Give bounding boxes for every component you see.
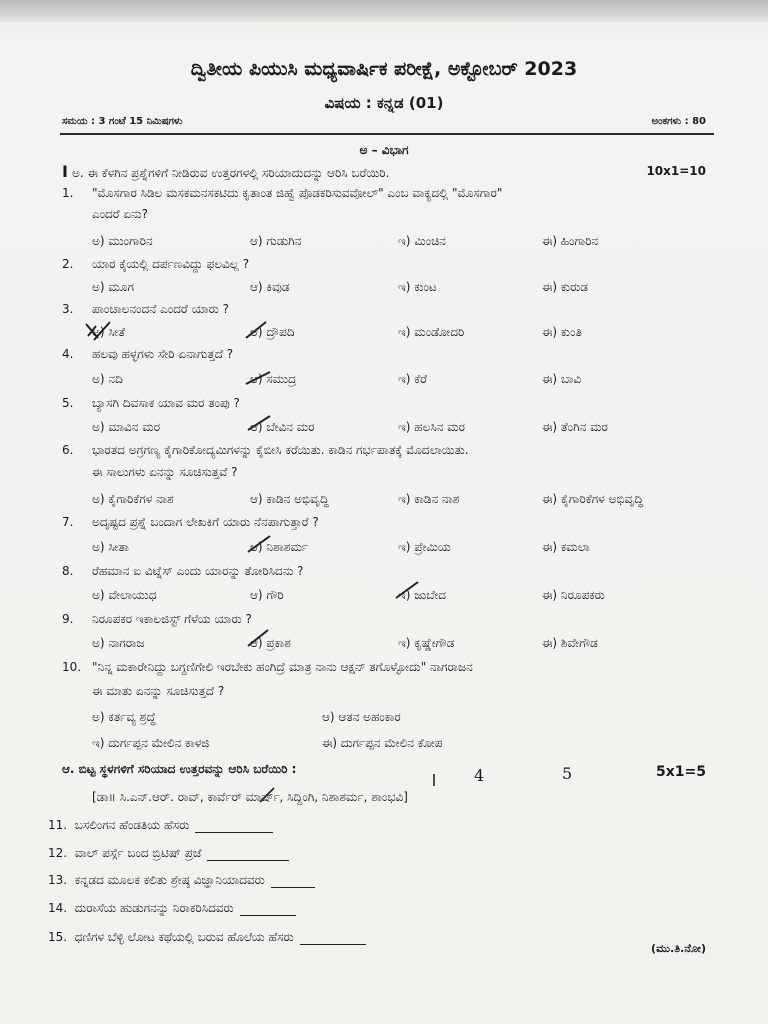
- fill-question: ವಾಲ್ ಪರ್ಸ್ಗೆ ಬಂದ ಬ್ರಿಟಿಷ್ ಪ್ರಜೆ: [74, 846, 202, 860]
- option-a: ಅ) ಸೀತಾ: [92, 540, 129, 554]
- question-text: ಪಾಂಚಾಲನಂದನೆ ಎಂದರೆ ಯಾರು ?: [92, 302, 230, 316]
- fill-number: 11.: [48, 818, 68, 832]
- question-text: ನಿರೂಪಕರ ಇಕಾಲಜಿಸ್ಟ್ ಗೆಳೆಯ ಯಾರು ?: [92, 612, 252, 626]
- option-c: ಇ) ಕುಂಟ: [398, 280, 437, 294]
- option-c: ಇ) ಜುಬೇದ: [398, 588, 447, 602]
- question-number: 3.: [62, 302, 74, 316]
- fill-number: 13.: [48, 873, 68, 887]
- question-text: ಬ್ಯಾಸಗಿ ದಿವಸಾಕ ಯಾವ ಮರ ತಂಪು ?: [92, 396, 240, 410]
- roman-numeral: I: [62, 162, 68, 181]
- question-text: ಅದೃಷ್ಟದ ಪ್ರಶ್ನೆ ಬಂದಾಗ ಲೇಖಕಿಗೆ ಯಾರು ನೆನಪಾಗುತ್ತಾರೆ ?: [92, 515, 319, 529]
- option-a: ಅ) ಸೀತೆ: [92, 325, 126, 339]
- answer-blank[interactable]: [271, 887, 315, 888]
- question-text: ಹಲವು ಹಳ್ಳಗಳು ಸೇರಿ ಏನಾಗುತ್ತದೆ ?: [92, 347, 234, 361]
- question-text-cont: ಈ ಸಾಲುಗಳು ಏನನ್ನು ಸೂಚಿಸುತ್ತವೆ ?: [92, 465, 238, 479]
- option-d: ಈ) ಕುಂತಿ: [542, 325, 582, 339]
- option-d: ಈ) ಕಮಲಾ: [542, 540, 590, 554]
- option-a: ಅ) ನಾಗರಾಜ: [92, 636, 145, 650]
- section-a-title: ಅ – ವಿಭಾಗ: [359, 143, 409, 157]
- pen-tick-mark: [84, 318, 114, 342]
- option-b: ಆ) ಕಿವುಡ: [250, 280, 290, 294]
- option-c: ಇ) ಹಲಸಿನ ಮರ: [398, 420, 466, 434]
- question-number: 5.: [62, 396, 74, 410]
- pen-tick-mark: [246, 534, 272, 556]
- question-text-cont: ಎಂದರೆ ಏನು?: [92, 207, 149, 221]
- option-d: ಈ) ಶಿವೇಗೌಡ: [542, 636, 598, 650]
- page-turn-note: (ಮು.ತಿ.ನೋ): [651, 942, 706, 955]
- fill-question: ಬಸಲಿಂಗನ ಹೆಂಡತಿಯ ಹೆಸರು: [74, 818, 190, 832]
- question-text: "ನಿನ್ನ ಮಕಾರೇನಿದ್ದು ಬಗ್ದಣಿಗೇಲಿ ಇರಬೇಕು ಹಂಗಿದ್ರೆ ಮಾತ್ರ ನಾನು ಆಕ್ಷನ್ ತಗೊಳ್ಳೋದು" ನಾಗರಾಜನ: [92, 660, 473, 674]
- section-b-instruction: ಆ. ಬಿಟ್ಟ ಸ್ಥಳಗಳಿಗೆ ಸರಿಯಾದ ಉತ್ತರವನ್ನು ಆರಿಸಿ ಬರೆಯಿರಿ :: [62, 762, 297, 776]
- header-divider: [60, 133, 714, 135]
- pen-tick-mark: [258, 786, 278, 806]
- question-number: 9.: [62, 612, 74, 626]
- option-d: ಈ) ಹಿಂಗಾರಿನ: [542, 234, 599, 248]
- question-text: "ಮೊಸಗಾರ ಸಿಡಿಲ ಮಸಕಮನಸಕಟಿದು ಕೃತಾಂತ ಜಿಹ್ವೆ ಪೊಡಕರಿಸುವವೋಲ್" ಎಂಬ ವಾಕ್ಯದಲ್ಲಿ "ಮೊಸಗಾರ": [92, 186, 503, 200]
- option-b: ಆ) ಕಾಡಿನ ಅಭಿವೃದ್ಧಿ: [250, 492, 329, 506]
- option-b: ಆ) ಗುಡುಗಿನ: [250, 234, 302, 248]
- option-b: ಆ) ಪ್ರಕಾಶ: [250, 636, 291, 650]
- option-a: ಅ) ಮುಂಗಾರಿನ: [92, 234, 153, 248]
- question-text: ರೆಹಮಾನ ಐ ವಿಟ್ನೆಸ್ ಎಂದು ಯಾರನ್ನು ತೋರಿಸಿದನು ?: [92, 564, 304, 578]
- option-d: ಈ) ದುರ್ಗಪ್ಪನ ಮೇಲಿನ ಕೋಪ: [322, 736, 443, 750]
- option-a: ಅ) ಮೂಗ: [92, 280, 134, 294]
- handwritten-note-1: 4: [474, 766, 485, 785]
- option-c: ಇ) ದುರ್ಗಪ್ಪನ ಮೇಲಿನ ಕಾಳಜಿ: [92, 736, 210, 750]
- answer-blank[interactable]: [240, 915, 296, 916]
- option-b: ಆ) ಸಮುದ್ರ: [250, 372, 297, 386]
- option-c: ಇ) ಪ್ರೇಮಿಯ: [398, 540, 451, 554]
- question-text: ಯಾರ ಕೈಯಲ್ಲಿ ದರ್ಪಣವಿದ್ದು ಫಲವಿಲ್ಲ ?: [92, 257, 250, 271]
- pen-tick-mark: [246, 414, 272, 434]
- option-c: ಇ) ಕಾಡಿನ ನಾಶ: [398, 492, 460, 506]
- fill-question: ಧಣಿಗಳ ಬೆಳ್ಳಿ ಲೋಟ ಕಥೆಯಲ್ಲಿ ಬರುವ ಹೊಲೆಯ ಹೆಸರು: [74, 930, 294, 944]
- question-number: 6.: [62, 443, 74, 457]
- fill-number: 15.: [48, 930, 68, 944]
- option-b: ಆ) ನಿಶಾಶರ್ಮ: [250, 540, 309, 554]
- option-c: ಇ) ಮಂಡೋದರಿ: [398, 325, 465, 339]
- time-label: ಸಮಯ : 3 ಗಂಟೆ 15 ನಿಮಿಷಗಳು: [62, 116, 183, 127]
- exam-title: ದ್ವಿತೀಯ ಪಿಯುಸಿ ಮಧ್ಯವಾರ್ಷಿಕ ಪರೀಕ್ಷೆ, ಅಕ್ಟೋಬರ್ 2023: [190, 58, 578, 80]
- handwritten-note-2: 5: [562, 764, 573, 783]
- section-a-instruction: [62, 162, 389, 181]
- total-marks-label: ಅಂಕಗಳು : 80: [651, 116, 706, 127]
- option-d: ಈ) ಕುರುಡ: [542, 280, 588, 294]
- fill-number: 14.: [48, 901, 68, 915]
- question-number: 2.: [62, 257, 74, 271]
- pen-tick-mark: [244, 368, 272, 388]
- question-text-cont: ಈ ಮಾತು ಏನನ್ನು ಸೂಚಿಸುತ್ತದೆ ?: [92, 684, 225, 698]
- scan-shadow: [0, 0, 768, 22]
- word-bank: [ಡಾ॥ ಸಿ.ಎನ್.ಆರ್. ರಾವ್, ಕಾರ್ವೆರ್ ಮಾರ್ಷ್, ಸಿದ್ದಿಂಗಿ, ನಿಶಾಶರ್ಮ, ಶಾಂಭವಿ]: [92, 790, 408, 804]
- pen-tick-mark: [246, 628, 270, 650]
- option-c: ಇ) ಕೆರೆ: [398, 372, 428, 386]
- subject-line: ವಿಷಯ : ಕನ್ನಡ (01): [324, 94, 444, 112]
- answer-blank[interactable]: [300, 944, 366, 945]
- option-a: ಅ) ಮಾವಿನ ಮರ: [92, 420, 161, 434]
- option-a: ಅ) ವೇಲಾಯುಧ: [92, 588, 157, 602]
- option-b: ಆ) ಗೌರಿ: [250, 588, 284, 602]
- option-d: ಈ) ತೆಂಗಿನ ಮರ: [542, 420, 608, 434]
- option-a: ಅ) ನದಿ: [92, 372, 123, 386]
- question-number: 7.: [62, 515, 74, 529]
- pen-tick-mark: [426, 772, 442, 788]
- option-a: ಅ) ಕೈಗಾರಿಕೆಗಳ ನಾಶ: [92, 492, 174, 506]
- option-a: ಅ) ಕರ್ತವ್ಯ ಶ್ರದ್ಧೆ: [92, 710, 156, 724]
- option-c: ಇ) ಮಿಂಚಿನ: [398, 234, 446, 248]
- option-d: ಈ) ಬಾವಿ: [542, 372, 582, 386]
- option-d: ಈ) ನಿರೂಪಕರು: [542, 588, 605, 602]
- question-number: 4.: [62, 347, 74, 361]
- pen-tick-mark: [244, 318, 270, 342]
- question-number: 8.: [62, 564, 74, 578]
- option-b: ಆ) ದ್ರೌಪದಿ: [250, 325, 295, 339]
- question-number: 1.: [62, 186, 74, 200]
- answer-blank[interactable]: [195, 832, 273, 833]
- fill-question: ದುರಾಸೆಯ ಹುಡುಗನನ್ನು ನಿರಾಕರಿಸಿದವರು: [74, 901, 234, 915]
- fill-question: ಕನ್ನಡದ ಮೂಲಕ ಕಲಿತು ಶ್ರೇಷ್ಠ ವಿಜ್ಞಾನಿಯಾದವರು: [74, 873, 265, 887]
- fill-number: 12.: [48, 846, 68, 860]
- option-c: ಇ) ಕೃಷ್ಣೇಗೌಡ: [398, 636, 455, 650]
- instruction-text: ಅ. ಈ ಕೆಳಗಿನ ಪ್ರಶ್ನೆಗಳಿಗೆ ನೀಡಿರುವ ಉತ್ತರಗಳಲ್ಲಿ ಸರಿಯಾದುದನ್ನು ಆರಿಸಿ ಬರೆಯಿರಿ.: [71, 166, 390, 180]
- pen-tick-mark: [394, 580, 420, 602]
- question-number: 10.: [62, 660, 82, 674]
- section-a-marks: 10x1=10: [646, 164, 706, 178]
- option-b: ಆ) ಬೇವಿನ ಮರ: [250, 420, 315, 434]
- option-b: ಆ) ಆತನ ಅಹಂಕಾರ: [322, 710, 401, 724]
- option-d: ಈ) ಕೈಗಾರಿಕೆಗಳ ಅಭಿವೃದ್ಧಿ: [542, 492, 644, 506]
- question-text: ಭಾರತದ ಅಗ್ರಗಣ್ಯ ಕೈಗಾರಿಕೋದ್ಯಮಿಗಳನ್ನು ಕೈಬೀಸಿ ಕರೆಯಿತು. ಕಾಡಿನ ಗರ್ಭಪಾತಕ್ಕೆ ಮೊದಲಾಯಿತು.: [92, 443, 469, 457]
- answer-blank[interactable]: [207, 860, 289, 861]
- section-b-marks: 5x1=5: [656, 764, 706, 780]
